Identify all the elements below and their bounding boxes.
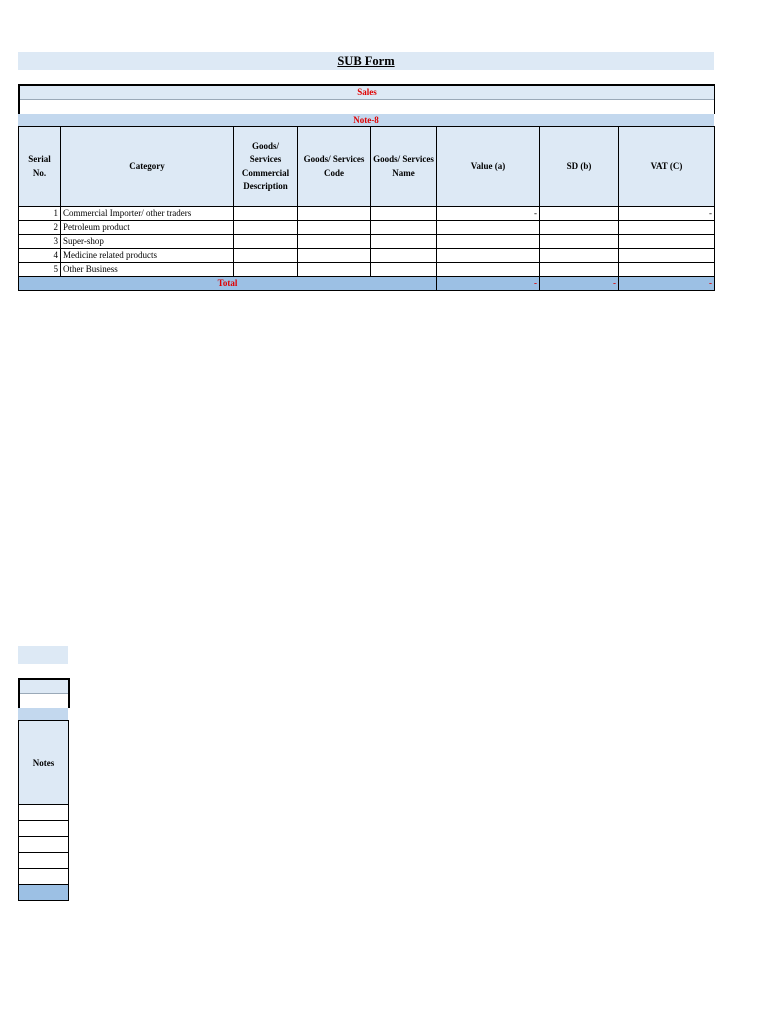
notes-subheader-bar bbox=[18, 708, 68, 720]
cell-serial: 5 bbox=[19, 263, 61, 277]
table-header-row bbox=[19, 127, 715, 207]
table-row bbox=[19, 221, 715, 235]
notes-header: Notes bbox=[19, 721, 69, 805]
cell-category: Other Business bbox=[61, 263, 234, 277]
cell-serial: 1 bbox=[19, 207, 61, 221]
total-label: Total bbox=[19, 277, 437, 291]
cell-name[interactable] bbox=[371, 207, 437, 221]
cell-code[interactable] bbox=[298, 207, 371, 221]
notes-cell[interactable] bbox=[19, 853, 69, 869]
table-row bbox=[19, 263, 715, 277]
cell-name[interactable] bbox=[371, 235, 437, 249]
total-value: - bbox=[437, 277, 540, 291]
notes-cell[interactable] bbox=[19, 869, 69, 885]
total-sd: - bbox=[540, 277, 619, 291]
cell-serial: 2 bbox=[19, 221, 61, 235]
notes-section-box bbox=[18, 678, 70, 708]
notes-row bbox=[19, 837, 69, 853]
notes-header-row bbox=[19, 721, 69, 805]
cell-category: Petroleum product bbox=[61, 221, 234, 235]
cell-sd[interactable] bbox=[540, 263, 619, 277]
cell-sd[interactable] bbox=[540, 221, 619, 235]
cell-value[interactable]: - bbox=[437, 207, 540, 221]
notes-total-row bbox=[19, 885, 69, 901]
cell-code[interactable] bbox=[298, 263, 371, 277]
cell-category: Super-shop bbox=[61, 235, 234, 249]
notes-section-row bbox=[20, 680, 68, 694]
cell-name[interactable] bbox=[371, 221, 437, 235]
cell-vat[interactable] bbox=[619, 263, 715, 277]
header-commercial-description: Goods/ Services Commercial Description bbox=[234, 127, 298, 207]
total-row bbox=[19, 277, 715, 291]
cell-value[interactable] bbox=[437, 235, 540, 249]
sales-label: Sales bbox=[20, 86, 714, 100]
cell-commercial-description[interactable] bbox=[234, 249, 298, 263]
cell-sd[interactable] bbox=[540, 207, 619, 221]
notes-title-bar bbox=[18, 646, 68, 664]
cell-code[interactable] bbox=[298, 249, 371, 263]
cell-serial: 4 bbox=[19, 249, 61, 263]
cell-sd[interactable] bbox=[540, 249, 619, 263]
header-sd: SD (b) bbox=[540, 127, 619, 207]
header-serial: Serial No. bbox=[19, 127, 61, 207]
header-vat: VAT (C) bbox=[619, 127, 715, 207]
cell-vat[interactable] bbox=[619, 221, 715, 235]
notes-row bbox=[19, 853, 69, 869]
notes-table bbox=[18, 720, 69, 901]
notes-row bbox=[19, 821, 69, 837]
form-title: SUB Form bbox=[337, 54, 395, 68]
header-code: Goods/ Services Code bbox=[298, 127, 371, 207]
cell-code[interactable] bbox=[298, 221, 371, 235]
header-category: Category bbox=[61, 127, 234, 207]
sales-section bbox=[18, 84, 715, 114]
cell-code[interactable] bbox=[298, 235, 371, 249]
notes-row bbox=[19, 869, 69, 885]
cell-name[interactable] bbox=[371, 249, 437, 263]
total-vat: - bbox=[619, 277, 715, 291]
note-label: Note-8 bbox=[18, 114, 714, 126]
cell-vat[interactable] bbox=[619, 235, 715, 249]
cell-commercial-description[interactable] bbox=[234, 221, 298, 235]
cell-value[interactable] bbox=[437, 221, 540, 235]
header-value: Value (a) bbox=[437, 127, 540, 207]
notes-cell[interactable] bbox=[19, 805, 69, 821]
cell-vat[interactable] bbox=[619, 249, 715, 263]
notes-total-cell bbox=[19, 885, 69, 901]
cell-sd[interactable] bbox=[540, 235, 619, 249]
notes-row bbox=[19, 805, 69, 821]
notes-cell[interactable] bbox=[19, 837, 69, 853]
cell-category: Commercial Importer/ other traders bbox=[61, 207, 234, 221]
cell-name[interactable] bbox=[371, 263, 437, 277]
cell-value[interactable] bbox=[437, 263, 540, 277]
cell-value[interactable] bbox=[437, 249, 540, 263]
cell-serial: 3 bbox=[19, 235, 61, 249]
cell-commercial-description[interactable] bbox=[234, 235, 298, 249]
cell-category: Medicine related products bbox=[61, 249, 234, 263]
cell-vat[interactable]: - bbox=[619, 207, 715, 221]
table-row bbox=[19, 235, 715, 249]
form-title-bar bbox=[18, 52, 714, 70]
sales-table bbox=[18, 126, 715, 291]
notes-cell[interactable] bbox=[19, 821, 69, 837]
table-row bbox=[19, 249, 715, 263]
table-row bbox=[19, 207, 715, 221]
cell-commercial-description[interactable] bbox=[234, 263, 298, 277]
header-name: Goods/ Services Name bbox=[371, 127, 437, 207]
cell-commercial-description[interactable] bbox=[234, 207, 298, 221]
